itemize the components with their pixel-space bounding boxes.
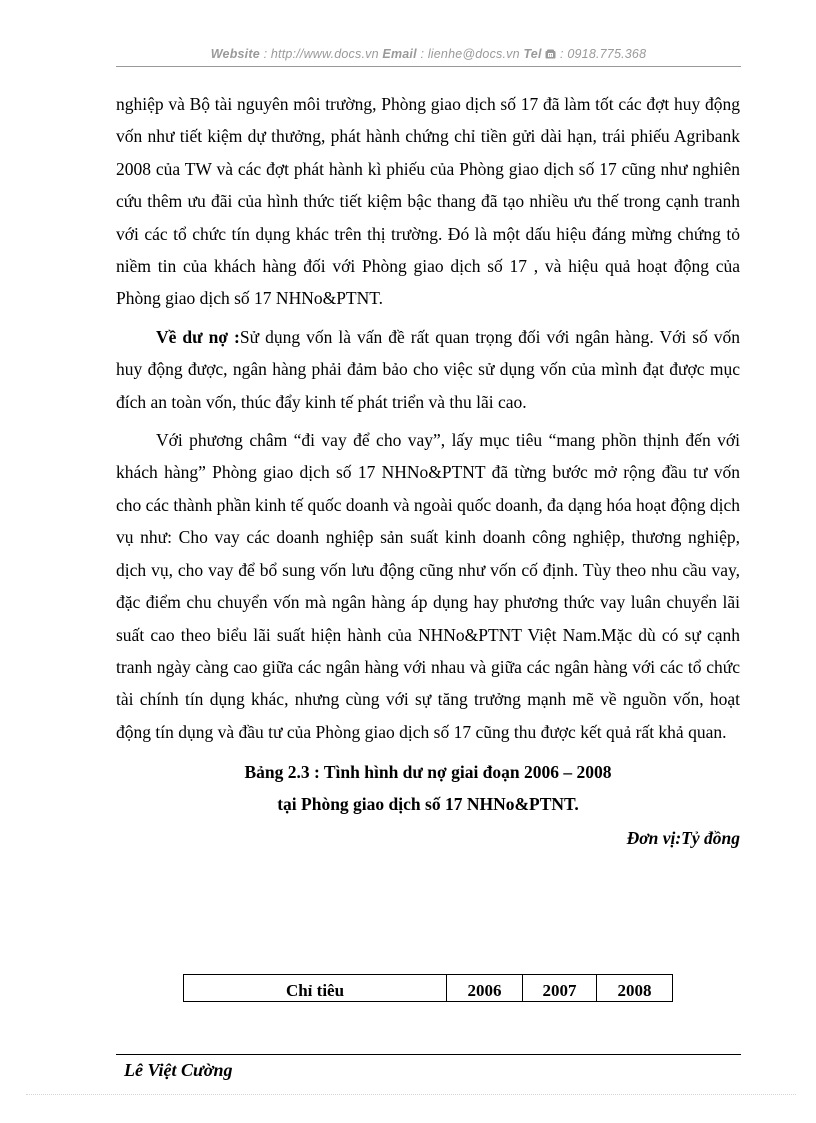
footer-divider [116, 1054, 741, 1055]
table-header-row [184, 975, 673, 1002]
document-body [116, 88, 740, 854]
table-header-cell: Chỉ tiêu [184, 975, 447, 1002]
page-header [116, 47, 741, 61]
website-label: Website [210, 47, 260, 61]
table-header-cell: 2007 [523, 975, 597, 1002]
paragraph-3: Với phương châm “đi vay để cho vay”, lấy mục tiêu “mang phồn thịnh đến với khách hàng” Phòng giao dịch số 17 NHNo&PTNT đã từng bước mở rộng đầu tư vốn cho các thành phần kinh tế quốc doanh và ngoài quốc doanh, đa dạng hóa hoạt động dịch vụ như: Cho vay các doanh nghiệp sản suất kinh doanh công nghiệp, thương nghiệp, dịch vụ, cho vay để bổ sung vốn lưu động cũng như vốn cố định. Tùy theo nhu cầu vay, đặc điểm chu chuyển vốn mà ngân hàng áp dụng hay phương thức vay luân chuyển lãi suất cao theo biểu lãi suất hiện hành của NHNo&PTNT Việt Nam.Mặc dù có sự cạnh tranh ngày càng cao giữa các ngân hàng với nhau và giữa các ngân hàng với các tổ chức tài chính tín dụng khác, nhưng cùng với sự tăng trưởng mạnh mẽ về nguồn vốn, hoạt động tín dụng và đầu tư của Phòng giao dịch số 17 cũng thu được kết quả rất khả quan. [116, 430, 740, 742]
header-divider [116, 66, 741, 67]
website-value: : http://www.docs.vn [263, 47, 379, 61]
data-table [183, 974, 673, 1002]
unit-label: Đơn vị:Tỷ đồng [626, 828, 740, 849]
table-header-cell: 2008 [597, 975, 673, 1002]
paragraph-2-text: Sử dụng vốn là vấn đề rất quan trọng đối với ngân hàng. Với số vốn huy động được, ngân hàng phải đảm bảo cho việc sử dụng vốn của mình đạt được mục đích an toàn vốn, thúc đẩy kinh tế phát triển và thu lãi cao. [116, 326, 741, 412]
email-value: : lienhe@docs.vn [420, 47, 520, 61]
footer-author: Lê Việt Cường [124, 1060, 233, 1080]
table-caption-line-2: tại Phòng giao dịch số 17 NHNo&PTNT. [277, 794, 579, 815]
page-edge [26, 1094, 796, 1095]
table-caption-line-1: Bảng 2.3 : Tình hình dư nợ giai đoạn 2006 – 2008 [244, 762, 612, 783]
paragraph-1: nghiệp và Bộ tài nguyên môi trường, Phòng giao dịch số 17 đã làm tốt các đợt huy động vốn như tiết kiệm dự thưởng, phát hành chứng chỉ tiền gửi dài hạn, trái phiếu Agribank 2008 của TW và các đợt phát hành kì phiếu của Phòng giao dịch số 17 cũng như nghiên cứu thêm ưu đãi của hình thức tiết kiệm bậc thang đã tạo nhiều ưu thế trong cạnh tranh với các tổ chức tín dụng khác trên thị trường. Đó là một dấu hiệu đáng mừng chứng tỏ niềm tin của khách hàng đối với Phòng giao dịch số 17 , và hiệu quả hoạt động của Phòng giao dịch số 17 NHNo&PTNT. [116, 94, 740, 309]
paragraph-2 [116, 321, 740, 418]
email-label: Email [382, 47, 417, 61]
paragraph-2-label: Về dư nợ : [156, 326, 240, 347]
phone-icon [545, 47, 560, 61]
tel-label: Tel [523, 47, 542, 61]
table-caption [116, 756, 740, 820]
table-header-cell: 2006 [447, 975, 523, 1002]
tel-value: : 0918.775.368 [560, 47, 647, 61]
